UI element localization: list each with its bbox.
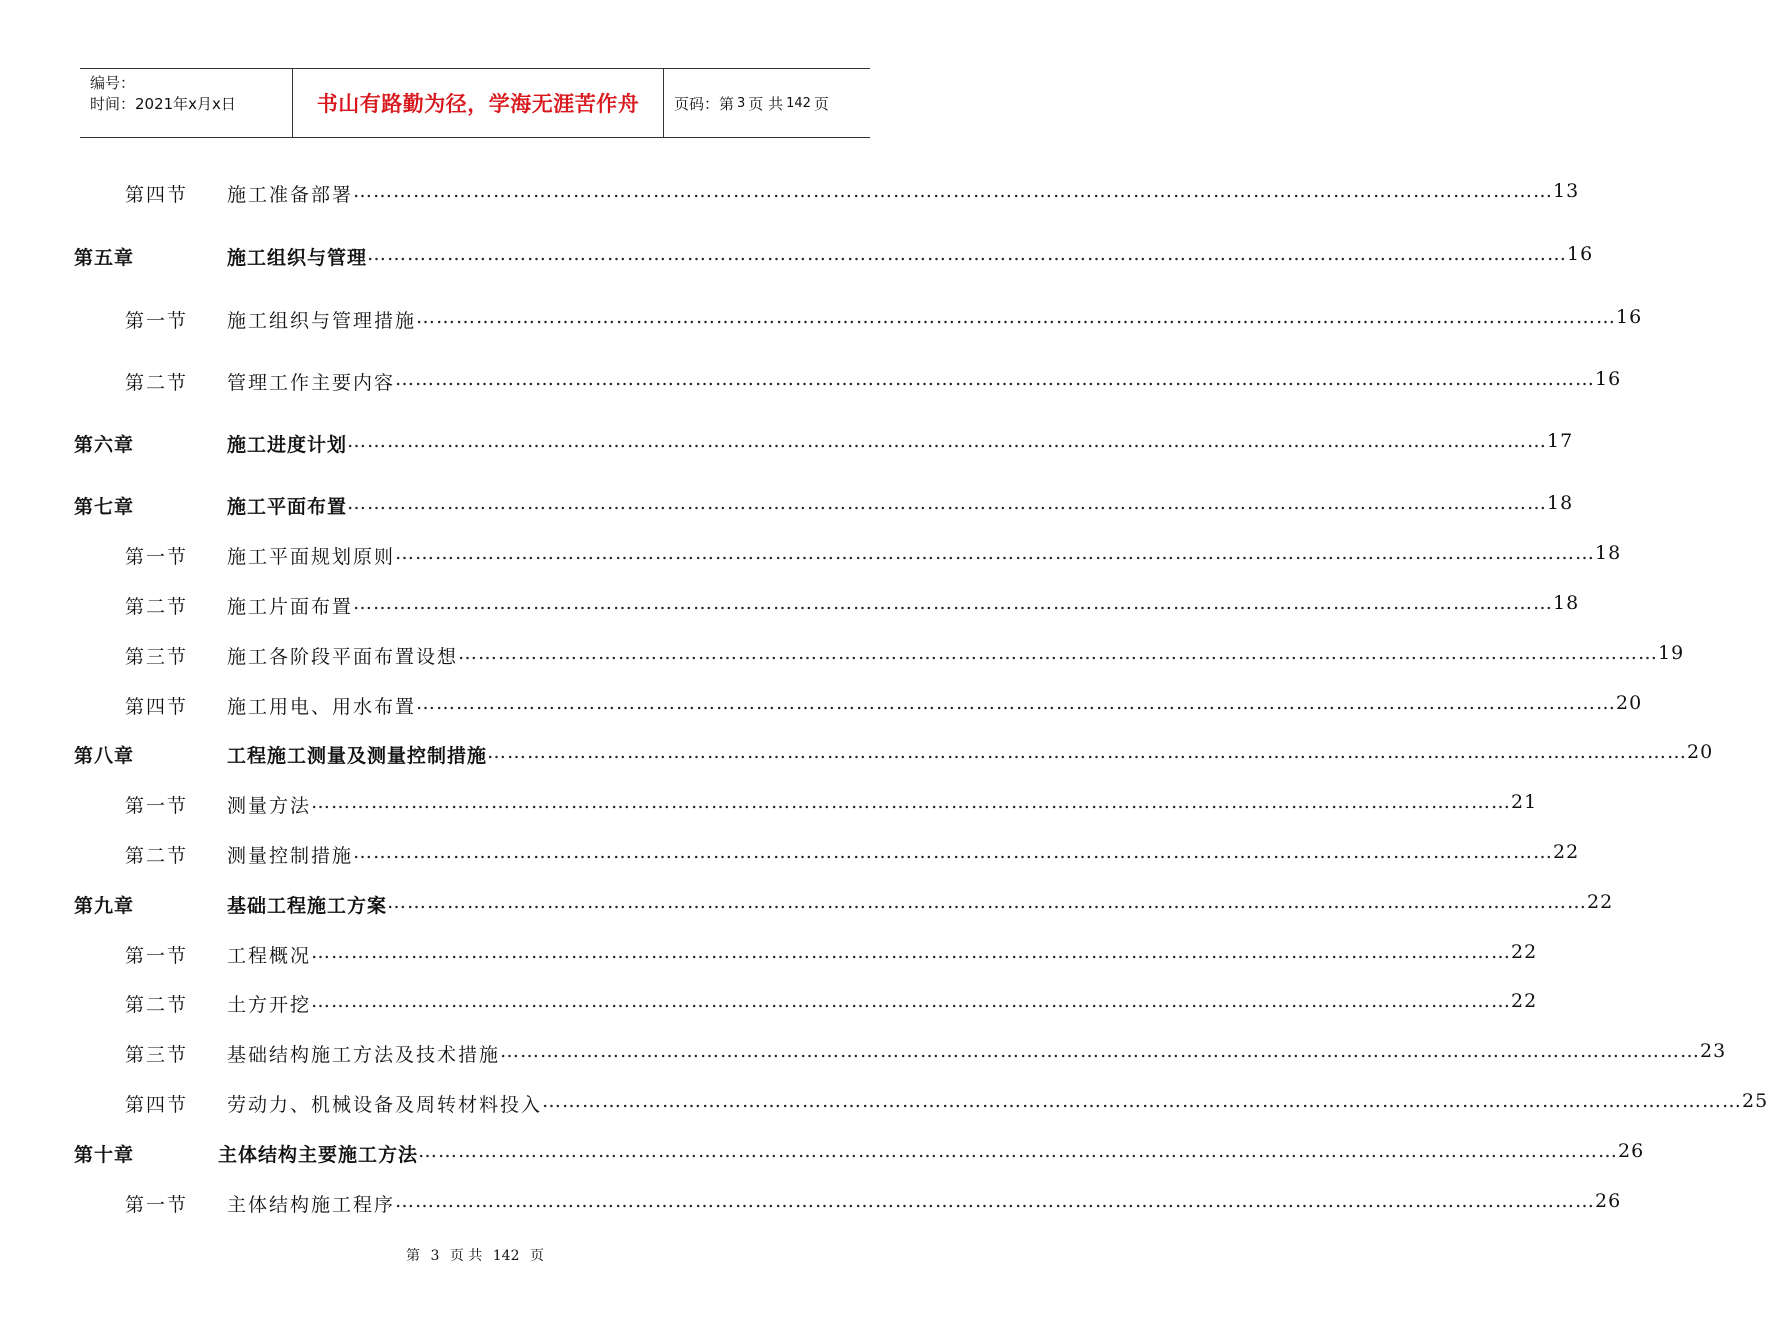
toc-entry-title: 施工平面布置 xyxy=(227,496,348,518)
toc-entry xyxy=(0,841,1580,871)
toc-entry xyxy=(0,741,1714,771)
toc-entry-label: 第八章 xyxy=(74,745,135,767)
toc-entry-page: 26 xyxy=(1595,1190,1622,1212)
toc-entry-label: 第一节 xyxy=(125,945,189,967)
toc-entry xyxy=(0,791,1538,821)
toc-entry-line xyxy=(227,1190,1622,1217)
toc-entry xyxy=(0,642,1685,672)
toc-entry xyxy=(0,368,1622,398)
toc-entry-label: 第九章 xyxy=(74,895,135,917)
toc-entry-label: 第二节 xyxy=(125,372,189,394)
toc-entry-page: 26 xyxy=(1618,1140,1645,1162)
toc-entry-line xyxy=(227,990,1538,1017)
toc-dot-leader: ……………………………………………………………………………………………………………………………………………………………… xyxy=(311,791,1512,813)
toc-entry-label: 第一节 xyxy=(125,795,189,817)
toc-entry-page: 25 xyxy=(1742,1090,1768,1112)
toc-entry xyxy=(0,1190,1622,1220)
toc-dot-leader: ……………………………………………………………………………………………………………………………………………………………… xyxy=(353,180,1554,202)
toc-entry-title: 土方开挖 xyxy=(227,994,312,1016)
toc-entry-title: 测量控制措施 xyxy=(227,845,354,867)
footer-suffix: 页 xyxy=(529,1248,544,1264)
toc-entry xyxy=(0,990,1538,1020)
toc-entry-page: 13 xyxy=(1553,180,1580,202)
toc-entry-line xyxy=(227,430,1574,457)
toc-entry-title: 主体结构施工程序 xyxy=(227,1194,396,1216)
footer-current: 3 xyxy=(430,1248,440,1264)
toc-entry-line xyxy=(227,542,1622,569)
header-meta xyxy=(80,69,293,137)
toc-entry-title: 施工组织与管理 xyxy=(227,247,368,269)
footer-mid: 页 共 xyxy=(449,1248,483,1264)
toc-entry-line xyxy=(227,791,1538,818)
toc-entry-page: 23 xyxy=(1700,1040,1727,1062)
toc-entry-title: 施工准备部署 xyxy=(227,184,354,206)
toc-entry xyxy=(0,542,1622,572)
toc-entry-title: 施工用电、用水布置 xyxy=(227,696,417,718)
toc-entry-title: 工程施工测量及测量控制措施 xyxy=(227,745,488,767)
toc-entry-title: 施工平面规划原则 xyxy=(227,546,396,568)
toc-entry-line xyxy=(227,1040,1727,1067)
header-page-suffix: 页 xyxy=(813,94,829,113)
toc-entry-page: 20 xyxy=(1687,741,1714,763)
toc-entry-line xyxy=(227,841,1580,868)
toc-entry-page: 22 xyxy=(1511,941,1538,963)
toc-dot-leader: ……………………………………………………………………………………………………………………………………………………………… xyxy=(387,891,1588,913)
toc-dot-leader: ……………………………………………………………………………………………………………………………………………………………… xyxy=(353,592,1554,614)
toc-dot-leader: ……………………………………………………………………………………………………………………………………………………………… xyxy=(311,990,1512,1012)
toc-entry-line xyxy=(218,1140,1645,1167)
document-number-label: 编号： xyxy=(90,74,136,92)
toc-entry-label: 第十章 xyxy=(74,1144,135,1166)
toc-entry-line xyxy=(227,306,1643,333)
toc-entry-page: 16 xyxy=(1567,243,1594,265)
footer-prefix: 第 xyxy=(406,1248,421,1264)
toc-entry-page: 18 xyxy=(1595,542,1622,564)
toc-entry xyxy=(0,1040,1727,1070)
toc-entry-label: 第四节 xyxy=(125,696,189,718)
toc-entry-line xyxy=(227,180,1580,207)
toc-entry-title: 基础结构施工方法及技术措施 xyxy=(227,1044,501,1066)
toc-entry-line xyxy=(227,1090,1768,1117)
toc-entry-line xyxy=(227,941,1538,968)
toc-entry-page: 21 xyxy=(1511,791,1538,813)
toc-entry-label: 第三节 xyxy=(125,646,189,668)
toc-entry-title: 测量方法 xyxy=(227,795,312,817)
toc-entry-title: 主体结构主要施工方法 xyxy=(218,1144,419,1166)
toc-entry-line xyxy=(227,243,1594,270)
toc-entry-page: 22 xyxy=(1587,891,1614,913)
toc-dot-leader: ……………………………………………………………………………………………………………………………………………………………… xyxy=(311,941,1512,963)
toc-entry-page: 22 xyxy=(1553,841,1580,863)
page-footer xyxy=(0,1245,950,1265)
toc-entry-label: 第五章 xyxy=(74,247,135,269)
toc-dot-leader: ……………………………………………………………………………………………………………………………………………………………… xyxy=(418,1140,1619,1162)
toc-entry xyxy=(0,243,1594,273)
toc-entry xyxy=(0,891,1614,921)
toc-dot-leader: ……………………………………………………………………………………………………………………………………………………………… xyxy=(367,243,1568,265)
header-motto: 书山有路勤为径，学海无涯苦作舟 xyxy=(293,69,664,137)
toc-entry-title: 基础工程施工方案 xyxy=(227,895,388,917)
toc-entry-label: 第一节 xyxy=(125,1194,189,1216)
toc-entry-label: 第四节 xyxy=(125,184,189,206)
toc-entry-line xyxy=(227,741,1714,768)
toc-entry-label: 第二节 xyxy=(125,845,189,867)
toc-dot-leader: ……………………………………………………………………………………………………………………………………………………………… xyxy=(487,741,1688,763)
toc-entry xyxy=(0,430,1574,460)
toc-entry xyxy=(0,1090,1768,1120)
toc-dot-leader: ……………………………………………………………………………………………………………………………………………………………… xyxy=(542,1090,1743,1112)
toc-entry-title: 管理工作主要内容 xyxy=(227,372,396,394)
toc-dot-leader: ……………………………………………………………………………………………………………………………………………………………… xyxy=(395,368,1596,390)
toc-entry-title: 施工进度计划 xyxy=(227,434,348,456)
toc-entry-page: 22 xyxy=(1511,990,1538,1012)
document-date: 时间：2021年x月x日 xyxy=(90,95,236,113)
toc-dot-leader: ……………………………………………………………………………………………………………………………………………………………… xyxy=(347,492,1548,514)
toc-entry-page: 18 xyxy=(1553,592,1580,614)
header-page-current: 3 xyxy=(737,95,746,111)
toc-entry xyxy=(0,492,1574,522)
toc-dot-leader: ……………………………………………………………………………………………………………………………………………………………… xyxy=(416,692,1617,714)
toc-entry-label: 第一节 xyxy=(125,310,189,332)
toc-entry xyxy=(0,941,1538,971)
toc-entry xyxy=(0,180,1580,210)
toc-dot-leader: ……………………………………………………………………………………………………………………………………………………………… xyxy=(353,841,1554,863)
toc-entry-page: 16 xyxy=(1616,306,1643,328)
toc-entry-line xyxy=(227,692,1643,719)
toc-entry-label: 第七章 xyxy=(74,496,135,518)
toc-entry-line xyxy=(227,891,1614,918)
toc-dot-leader: ……………………………………………………………………………………………………………………………………………………………… xyxy=(458,642,1659,664)
toc-entry-page: 16 xyxy=(1595,368,1622,390)
header-page-prefix: 页码：第 xyxy=(674,94,735,113)
toc-entry xyxy=(0,692,1643,722)
toc-entry-title: 施工各阶段平面布置设想 xyxy=(227,646,459,668)
toc-entry-label: 第四节 xyxy=(125,1094,189,1116)
toc-entry-title: 工程概况 xyxy=(227,945,312,967)
footer-total: 142 xyxy=(492,1248,520,1264)
toc-dot-leader: ……………………………………………………………………………………………………………………………………………………………… xyxy=(395,542,1596,564)
header-page-total: 142 xyxy=(786,95,811,111)
toc-entry xyxy=(0,306,1643,336)
toc-entry-label: 第一节 xyxy=(125,546,189,568)
toc-entry-title: 施工片面布置 xyxy=(227,596,354,618)
toc-entry-label: 第二节 xyxy=(125,596,189,618)
header-page-info xyxy=(664,69,870,137)
toc-dot-leader: ……………………………………………………………………………………………………………………………………………………………… xyxy=(347,430,1548,452)
header-page-mid: 页 共 xyxy=(748,94,784,113)
toc-entry-page: 20 xyxy=(1616,692,1643,714)
toc-entry xyxy=(0,1140,1645,1170)
toc-entry-line xyxy=(227,592,1580,619)
toc-entry-page: 17 xyxy=(1547,430,1574,452)
toc-entry-line xyxy=(227,642,1685,669)
toc-entry xyxy=(0,592,1580,622)
toc-entry-line xyxy=(227,368,1622,395)
toc-entry-label: 第六章 xyxy=(74,434,135,456)
toc-dot-leader: ……………………………………………………………………………………………………………………………………………………………… xyxy=(395,1190,1596,1212)
page-header xyxy=(80,68,870,138)
toc-entry-label: 第二节 xyxy=(125,994,189,1016)
toc-entry-page: 18 xyxy=(1547,492,1574,514)
toc-entry-title: 劳动力、机械设备及周转材料投入 xyxy=(227,1094,543,1116)
toc-entry-title: 施工组织与管理措施 xyxy=(227,310,417,332)
toc-dot-leader: ……………………………………………………………………………………………………………………………………………………………… xyxy=(416,306,1617,328)
toc-dot-leader: ……………………………………………………………………………………………………………………………………………………………… xyxy=(500,1040,1701,1062)
toc-entry-page: 19 xyxy=(1658,642,1685,664)
toc-entry-line xyxy=(227,492,1574,519)
toc-entry-label: 第三节 xyxy=(125,1044,189,1066)
